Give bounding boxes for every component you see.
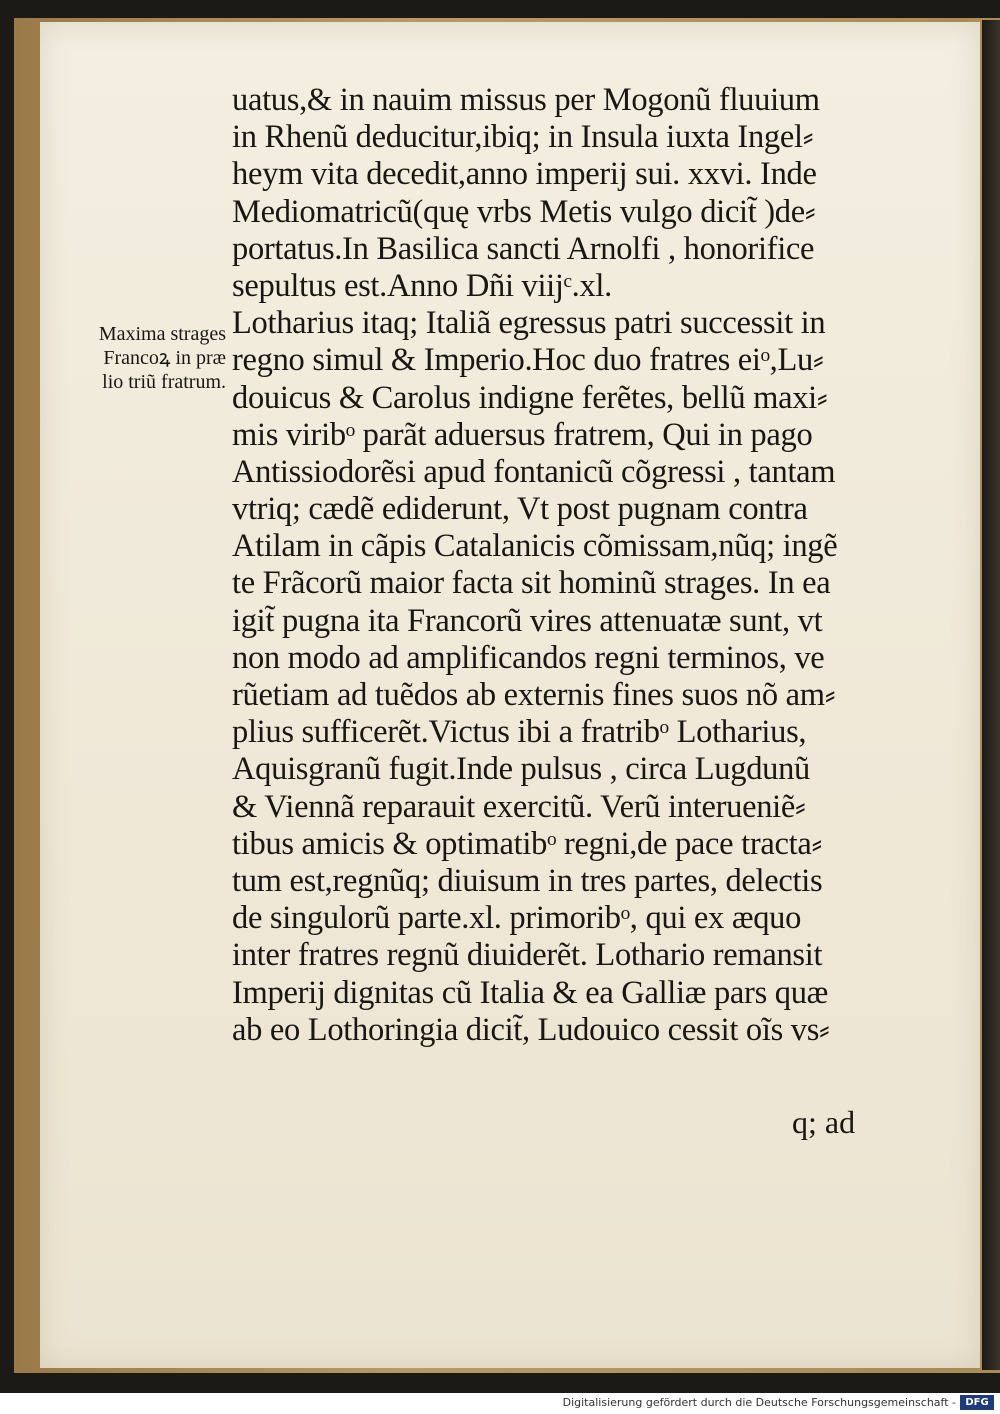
- marginal-note-line: Francoꝝ in præ: [103, 347, 226, 369]
- text-line: ab eo Lothoringia dicit̃, Ludouico cessit oĩs vs⸗: [232, 1011, 830, 1048]
- text-line: de singulorũ parte.xl. primoribᵒ, qui ex æquo: [232, 900, 802, 937]
- text-line: in Rhenũ deducitur,ibiq; in Insula iuxta Ingel⸗: [232, 119, 814, 156]
- text-line: vtriq; cædẽ ediderunt, Vt post pugnam contra: [232, 491, 808, 528]
- binding-edge: [982, 20, 1000, 1370]
- catchword: q; ad: [792, 1104, 856, 1140]
- text-line: tibus amicis & optimatibᵒ regni,de pace tracta⸗: [232, 825, 822, 862]
- text-line: regno simul & Imperio.Hoc duo fratres eiᵒ,Lu⸗: [232, 342, 824, 379]
- text-line: heym vita decedit,anno imperij sui. xxvi. Inde: [232, 156, 817, 193]
- footer-bar: [0, 1393, 1000, 1414]
- text-line: tum est,regnũq; diuisum in tres partes, delectis: [232, 862, 823, 899]
- text-line: Imperij dignitas cũ Italia & ea Galliæ pars quæ: [232, 974, 829, 1011]
- text-line: plius sufficerẽt.Victus ibi a fratribᵒ Lotharius,: [232, 714, 807, 751]
- text-line: igit̃ pugna ita Francorũ vires attenuatæ sunt, vt: [232, 602, 823, 639]
- text-line: mis viribᵒ parãt aduersus fratrem, Qui in pago: [232, 416, 813, 453]
- text-line: Aquisgranũ fugit.Inde pulsus , circa Lugdunũ: [232, 751, 811, 788]
- marginal-note-line: Maxima strages: [98, 323, 226, 345]
- funding-notice: Digitalisierung gefördert durch die Deutsche Forschungsgemeinschaft -: [562, 1396, 956, 1409]
- text-line: Atilam in cãpis Catalanicis cõmissam,nũq; ingẽ: [232, 528, 838, 565]
- dfg-logo: DFG: [960, 1395, 994, 1410]
- text-line: rũetiam ad tuẽdos ab externis fines suos nõ am⸗: [232, 677, 836, 713]
- text-line: douicus & Carolus indigne ferẽtes, bellũ maxi⸗: [232, 379, 828, 416]
- text-line: inter fratres regnũ diuiderẽt. Lothario remansit: [232, 937, 823, 974]
- text-line: portatus.In Basilica sancti Arnolfi , honorifice: [232, 230, 815, 267]
- marginal-note: [46, 322, 226, 394]
- text-line: & Viennã reparauit exercitũ. Verũ interueniẽ⸗: [232, 788, 806, 825]
- text-line: non modo ad amplificandos regni terminos, ve: [232, 639, 825, 676]
- text-line: uatus,& in nauim missus per Mogonũ fluuium: [232, 82, 820, 118]
- main-text-block: [232, 82, 882, 1049]
- text-line: sepultus est.Anno Dñi viijᶜ.xl.: [232, 267, 612, 304]
- text-line: te Frãcorũ maior facta sit hominũ strages. In ea: [232, 565, 831, 602]
- text-line: Lotharius itaq; Italiã egressus patri successit in: [232, 305, 826, 342]
- text-line: Antissiodorẽsi apud fontanicũ cõgressi , tantam: [232, 453, 836, 490]
- marginal-note-line: lio triũ fratrum.: [102, 371, 226, 393]
- text-line: Mediomatricũ(quę vrbs Metis vulgo dicit̃ )de⸗: [232, 193, 816, 230]
